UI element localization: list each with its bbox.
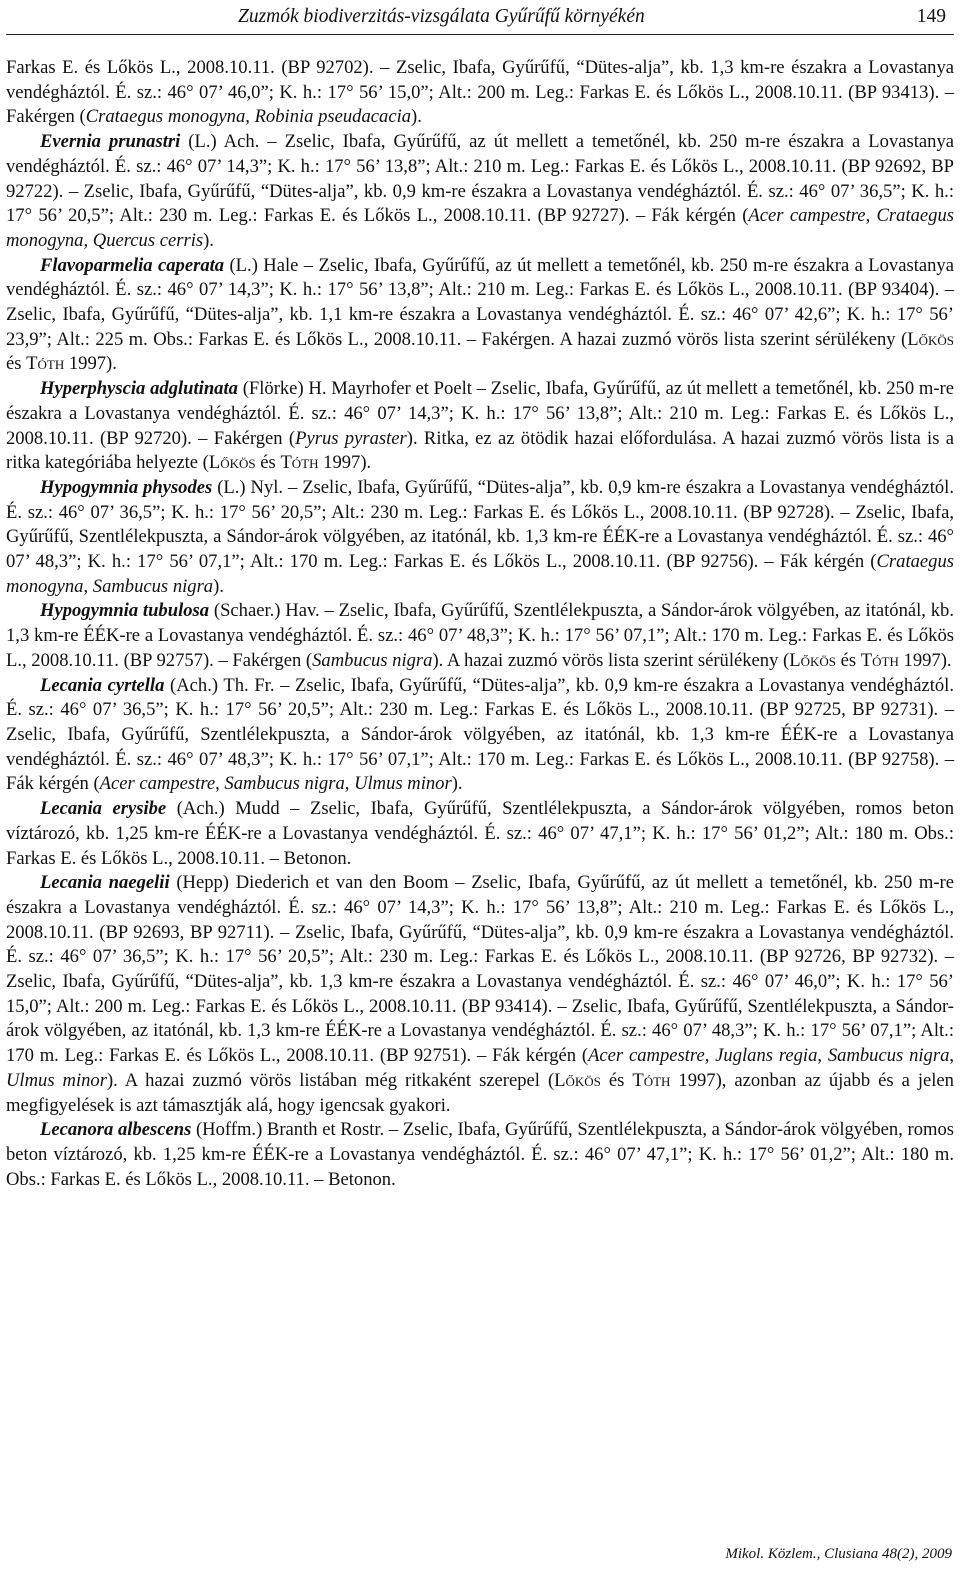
entry-text: és [6,353,27,375]
entry-text: , [215,773,225,795]
entry-text: (L.) Hale – Zselic, Ibafa, Gyűrűfű, az út mellett a temetőnél, kb. 250 m-re északra a Lovastanya vendégháztól. É. sz.: 46° 07’ 14,3”; K. h.: 17° 56’ 13,8”; Alt.: 210 m. Leg.: Farkas E. és Lőkös L., 2008.10.11. (BP 93404). – Zselic, Ibafa, Gyűrűfű, “Dütes-alja”, kb. 1,1 km-re északra a Lovastanya vendégháztól. É. sz.: 46° 07’ 42,6”; K. h.: 17° 56’ 23,9”; Alt.: 225 m. Obs.: Farkas E. és Lőkös L., 2008.10.11. – Fakérgen. A hazai zuzmó vörös lista szerint sérülékeny ( [6,254,954,350]
article-body [6,56,954,1192]
species-entry [6,871,954,1118]
host-taxon: Pyrus pyraster [295,427,407,449]
host-taxon: Sambucus nigra [312,649,433,671]
entry-text: (Hoffm.) Branth et Rostr. – Zselic, Ibafa, Gyűrűfű, Szentlélekpuszta, a Sándor-árok völgyében, romos beton víztározó, kb. 1,25 km-re ÉÉK-re a Lovastanya vendégháztól. É. sz.: 46° 07’ 47,1”; K. h.: 17° 56’ 01,2”; Alt.: 180 m. Obs.: Farkas E. és Lőkös L., 2008.10.11. – Betonon. [6,1119,954,1190]
author-name: Lőkös [554,1069,601,1091]
species-name: Lecania erysibe [40,798,167,820]
continued-paragraph [6,56,954,130]
species-name: Hyperphyscia adglutinata [40,378,238,400]
host-taxon: Crataegus monogyna [6,551,954,597]
journal-citation: Mikol. Közlem., Clusiana 48(2), 2009 [725,1546,952,1562]
species-name: Lecanora albescens [40,1119,192,1141]
entry-text: Farkas E. és Lőkös L., 2008.10.11. (BP 92702). – Zselic, Ibafa, Gyűrűfű, “Dütes-alja”, kb. 1,3 km-re északra a Lovastanya vendégháztól. É. sz.: 46° 07’ 46,0”; K. h.: 17° 56’ 15,0”; Alt.: 200 m. Leg.: Farkas E. és Lőkös L., 2008.10.11. (BP 93413). – Fakérgen ( [6,57,954,128]
author-name: Tóth [26,353,65,375]
author-name: Tóth [632,1069,671,1091]
species-entry [6,130,954,254]
entry-text: ). A hazai zuzmó vörös listában még ritkaként szerepel ( [106,1069,555,1091]
entry-text: , [704,1045,716,1067]
entry-text: , [83,229,93,251]
entry-text: , [865,205,877,227]
species-name: Lecania cyrtella [40,674,165,696]
species-name: Flavoparmelia caperata [40,254,225,276]
entry-text: , [817,1045,828,1067]
entry-text: (Hepp) Diederich et van den Boom – Zselic, Ibafa, Gyűrűfű, az út mellett a temetőnél, kb. 250 m-re északra a Lovastanya vendégháztól. É. sz.: 46° 07’ 14,3”; K. h.: 17° 56’ 13,8”; Alt.: 210 m. Leg.: Farkas E. és Lőkös L., 2008.10.11. (BP 92693, BP 92711). – Zselic, Ibafa, Gyűrűfű, “Dütes-alja”, kb. 0,9 km-re északra a Lovastanya vendégháztól. É. sz.: 46° 07’ 36,5”; K. h.: 17° 56’ 20,5”; Alt.: 230 m. Leg.: Farkas E. és Lőkös L., 2008.10.11. (BP 92726, BP 92732). – Zselic, Ibafa, Gyűrűfű, “Dütes-alja”, kb. 1,3 km-re északra a Lovastanya vendégháztól. É. sz.: 46° 07’ 46,0”; K. h.: 17° 56’ 15,0”; Alt.: 200 m. Leg.: Farkas E. és Lőkös L., 2008.10.11. (BP 93414). – Zselic, Ibafa, Gyűrűfű, Szentlélekpuszta, a Sándor-árok völgyében, az itatónál, kb. 1,3 km-re ÉÉK-re a Lovastanya vendégháztól. É. sz.: 46° 07’ 48,3”; K. h.: 17° 56’ 07,1”; Alt.: 170 m. Leg.: Farkas E. és Lőkös L., 2008.10.11. (BP 92751). – Fák kérgén ( [6,872,954,1067]
entry-text: , [949,1045,955,1067]
entry-text: és [600,1069,633,1091]
entry-text: 1997), azonban az újabb és a jelen megfigyelések is azt támasztják alá, hogy igencsak gyakori. [6,1069,954,1116]
entry-text: ). [451,773,463,795]
entry-text: ). A hazai zuzmó vörös lista szerint sérülékeny ( [432,649,790,671]
entry-text: 1997). [318,452,372,474]
species-entry [6,377,954,476]
species-entry [6,797,954,871]
host-taxon: Ulmus minor [6,1069,107,1091]
host-taxon: Sambucus nigra [827,1045,950,1067]
species-entry [6,476,954,600]
author-name: Tóth [860,649,899,671]
page-header [6,4,954,35]
host-taxon: Crataegus monogyna [6,205,955,251]
page-number: 149 [916,6,946,27]
entry-text: (L.) Nyl. – Zselic, Ibafa, Gyűrűfű, “Dütes-alja”, kb. 0,9 km-re északra a Lovastanya vendégháztól. É. sz.: 46° 07’ 36,5”; K. h.: 17° 56’ 20,5”; Alt.: 230 m. Leg.: Farkas E. és Lőkös L., 2008.10.11. (BP 92728). – Zselic, Ibafa, Gyűrűfű, Szentlélekpuszta, a Sándor-árok völgyében, az itatónál, kb. 1,3 km-re ÉÉK-re a Lovastanya vendégháztól. É. sz.: 46° 07’ 48,3”; K. h.: 17° 56’ 07,1”; Alt.: 170 m. Leg.: Farkas E. és Lőkös L., 2008.10.11. (BP 92756). – Fák kérgén ( [6,476,954,573]
entry-text: ). [213,575,224,597]
entry-text: ). Ritka, ez az ötödik hazai előfordulása. A hazai zuzmó vörös lista is a ritka kategóriába helyezte ( [6,427,954,474]
species-entry [6,599,954,673]
host-taxon: Ulmus minor [354,773,452,795]
host-taxon: Sambucus nigra [224,773,345,795]
species-entry [6,254,954,378]
entry-text: és [255,452,281,474]
host-taxon: Juglans regia [715,1045,818,1067]
species-entry [6,674,954,798]
entry-text: (L.) Ach. – Zselic, Ibafa, Gyűrűfű, az út mellett a temetőnél, kb. 250 m-re északra a Lovastanya vendégháztól. É. sz.: 46° 07’ 14,3”; K. h.: 17° 56’ 13,8”; Alt.: 210 m. Leg.: Farkas E. és Lőkös L., 2008.10.11. (BP 92692, BP 92722). – Zselic, Ibafa, Gyűrűfű, “Dütes-alja”, kb. 0,9 km-re északra a Lovastanya vendégháztól. É. sz.: 46° 07’ 36,5”; K. h.: 17° 56’ 20,5”; Alt.: 230 m. Leg.: Farkas E. és Lőkös L., 2008.10.11. (BP 92727). – Fák kérgén ( [6,131,954,227]
entry-text: ). [411,106,422,128]
entry-text: (Flörke) H. Mayrhofer et Poelt – Zselic, Ibafa, Gyűrűfű, az út mellett a temetőnél, kb. 250 m-re északra a Lovastanya vendégháztól. É. sz.: 46° 07’ 14,3”; K. h.: 17° 56’ 13,8”; Alt.: 210 m. Leg.: Farkas E. és Lőkös L., 2008.10.11. (BP 92720). – Fakérgen ( [6,378,954,449]
entry-text: (Ach.) Th. Fr. – Zselic, Ibafa, Gyűrűfű, “Dütes-alja”, kb. 0,9 km-re északra a Lovastanya vendégháztól. É. sz.: 46° 07’ 36,5”; K. h.: 17° 56’ 20,5”; Alt.: 230 m. Leg.: Farkas E. és Lőkös L., 2008.10.11. (BP 92725, BP 92731). – Zselic, Ibafa, Gyűrűfű, Szentlélekpuszta, a Sándor-árok völgyében, az itatónál, kb. 1,3 km-re ÉÉK-re a Lovastanya vendégháztól. É. sz.: 46° 07’ 48,3”; K. h.: 17° 56’ 07,1”; Alt.: 170 m. Leg.: Farkas E. és Lőkös L., 2008.10.11. (BP 92758). – Fák kérgén ( [6,674,954,795]
host-taxon: Acer campestre [99,773,216,795]
species-entry [6,1118,954,1192]
author-name: Tóth [280,452,319,474]
host-taxon: Acer campestre [588,1045,705,1067]
species-name: Hypogymnia physodes [40,476,213,498]
entry-text: 1997). [898,649,952,671]
entry-text: (Ach.) Mudd – Zselic, Ibafa, Gyűrűfű, Szentlélekpuszta, a Sándor-árok völgyében, romos beton víztározó, kb. 1,25 km-re ÉÉK-re a Lovastanya vendégháztól. É. sz.: 46° 07’ 47,1”; K. h.: 17° 56’ 01,2”; Alt.: 180 m. Obs.: Farkas E. és Lőkös L., 2008.10.11. – Betonon. [6,798,954,869]
host-taxon: Sambucus nigra [92,575,214,597]
entry-text: , [344,773,355,795]
entry-text: ). [203,229,214,251]
running-title: Zuzmók biodiverzitás-vizsgálata Gyűrűfű környékén [238,6,645,27]
author-name: Lőkös [907,328,954,350]
species-name: Evernia prunastri [40,131,181,153]
entry-text: 1997). [64,353,117,375]
author-name: Lőkös [208,452,256,474]
entry-text: , [83,575,93,597]
species-name: Hypogymnia tubulosa [40,600,210,622]
host-taxon: Acer campestre [748,205,866,227]
entry-text: és [836,649,861,671]
species-name: Lecania naegelii [40,872,170,894]
host-taxon: Crataegus monogyna, Robinia pseudacacia [85,106,412,128]
host-taxon: Quercus cerris [92,229,204,251]
author-name: Lőkös [789,649,836,671]
entry-text: (Schaer.) Hav. – Zselic, Ibafa, Gyűrűfű, Szentlélekpuszta, a Sándor-árok völgyében, az itatónál, kb. 1,3 km-re ÉÉK-re a Lovastanya vendégháztól. É. sz.: 46° 07’ 48,3”; K. h.: 17° 56’ 07,1”; Alt.: 170 m. Leg.: Farkas E. és Lőkös L., 2008.10.11. (BP 92757). – Fakérgen ( [6,600,954,671]
